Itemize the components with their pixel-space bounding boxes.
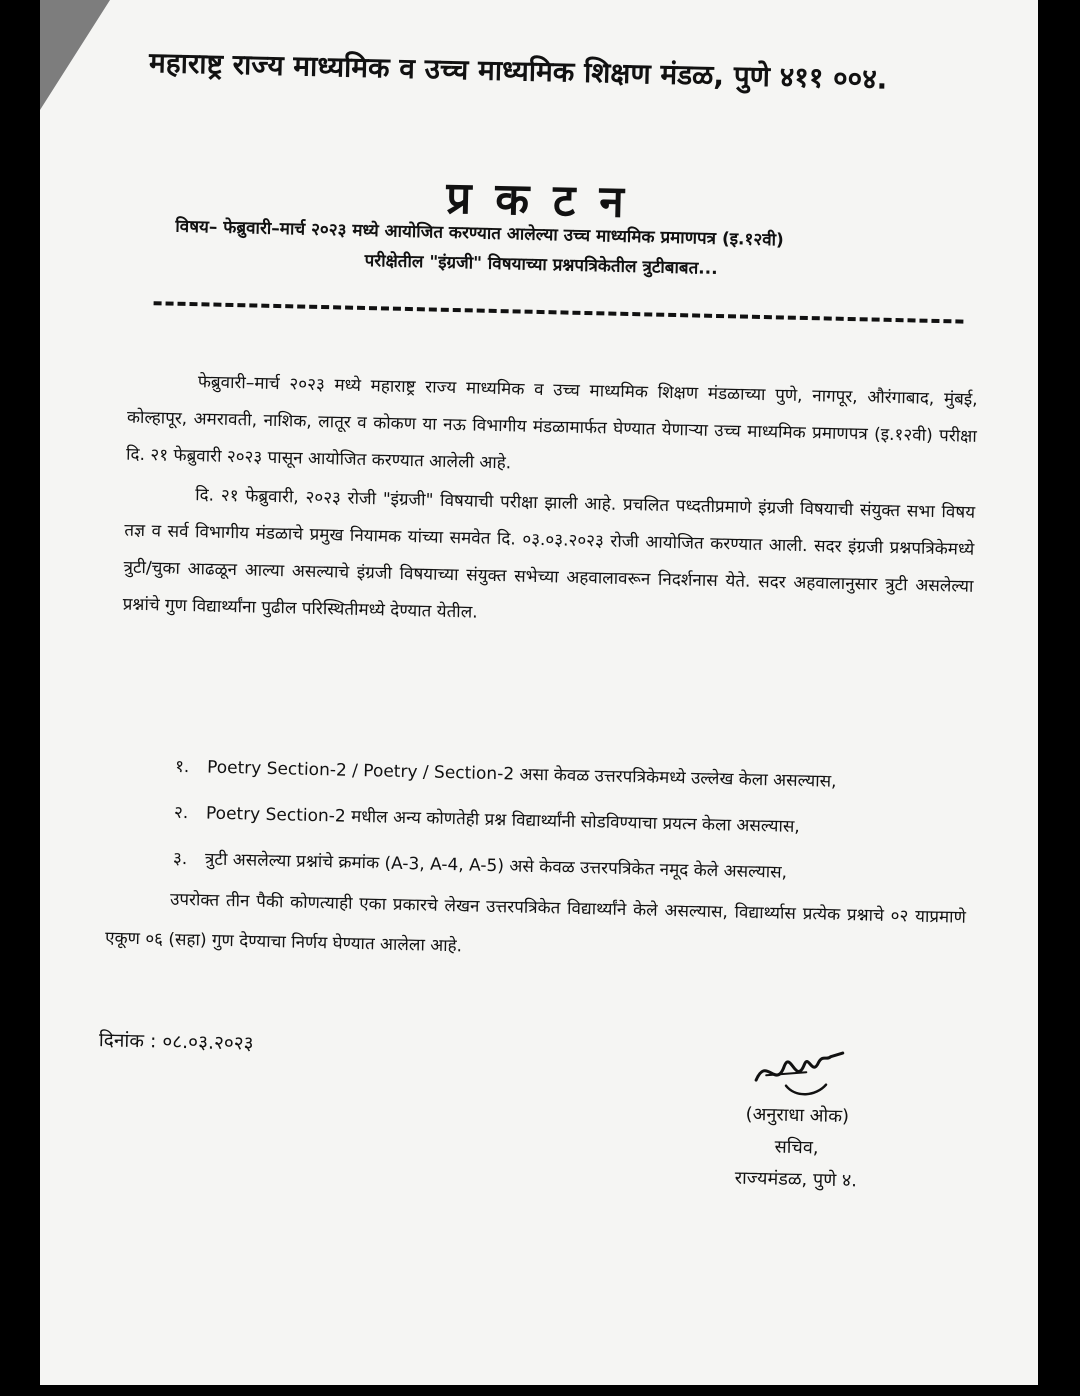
signature-mark: [746, 1035, 848, 1107]
condition-number: १.: [174, 756, 190, 778]
signatory-designation: सचिव,: [774, 1136, 819, 1159]
condition-number: ३.: [172, 848, 188, 870]
body-paragraph-2: दि. २१ फेब्रुवारी, २०२३ रोजी "इंग्रजी" विषयाची परीक्षा झाली आहे. प्रचलित पध्दतीप्रमाणे इंग्रजी विषयाची संयुक्त सभा विषय तज्ञ व सर्व विभागीय मंडळाचे प्रमुख नियामक यांच्या समवेत दि. ०३.०३.२०२३ रोजी आयोजित करण्यात आली. सदर इंग्रजी प्रश्नपत्रिकेमध्ये त्रुटी/चुका आढळून आल्या असल्याचे इंग्रजी विषयाच्या संयुक्त सभेच्या अहवालावरून निदर्शनास येते. सदर अहवालानुसार त्रुटी असलेल्या प्रश्नांचे गुण विद्यार्थ्यांना पुढील परिस्थितीमध्ये देण्यात येतील.: [122, 485, 976, 623]
condition-number: २.: [173, 802, 189, 824]
signatory-block: [716, 1098, 878, 1198]
body-paragraph-1: फेब्रुवारी–मार्च २०२३ मध्ये महाराष्ट्र राज्य माध्यमिक व उच्च माध्यमिक शिक्षण मंडळाच्या पुणे, नागपूर, औरंगाबाद, मुंबई, कोल्हापूर, अमरावती, नाशिक, लातूर व कोकण या नऊ विभागीय मंडळामार्फत घेण्यात येणाऱ्या उच्च माध्यमिक प्रमाणपत्र (इ.१२वी) परीक्षा दि. २१ फेब्रुवारी २०२३ पासून आयोजित करण्यात आलेली आहे.: [125, 372, 978, 474]
decision-paragraph: उपरोक्त तीन पैकी कोणत्याही एका प्रकारचे लेखन उत्तरपत्रिकेत विद्यार्थ्यांने केले असल्यास, विद्यार्थ्यास प्रत्येक प्रश्नाचे ०२ याप्रमाणे एकूण ०६ (सहा) गुण देण्याचा निर्णय घेण्यात आलेला आहे.: [104, 889, 967, 957]
condition-text: Poetry Section-2 / Poetry / Section-2 असा केवळ उत्तरपत्रिकेमध्ये उल्लेख केला असल्यास,: [206, 757, 837, 792]
condition-text: त्रुटी असलेल्या प्रश्नांचे क्रमांक (A-3, A-4, A-5) असे केवळ उत्तरपत्रिकेत नमूद केले असल्यास,: [204, 849, 788, 883]
board-header: महाराष्ट्र राज्य माध्यमिक व उच्च माध्यमिक शिक्षण मंडळ, पुणे ४११ ००४.: [148, 46, 888, 96]
notice-document: [21, 0, 1050, 1396]
subject-line-2: परीक्षेतील "इंग्रजी" विषयाच्या प्रश्नपत्रिकेतील त्रुटीबाबत...: [364, 250, 718, 279]
subject-line-1: विषय– फेब्रुवारी–मार्च २०२३ मध्ये आयोजित करण्यात आलेल्या उच्च माध्यमिक प्रमाणपत्र (इ.१२वी): [175, 216, 785, 251]
condition-text: Poetry Section-2 मधील अन्य कोणतेही प्रश्न विद्यार्थ्यांनी सोडविण्याचा प्रयत्न केला असल्यास,: [205, 803, 801, 837]
date-label: दिनांक :: [98, 1029, 157, 1053]
date-value: ०८.०३.२०२३: [162, 1030, 254, 1055]
conditions-list: [172, 744, 975, 900]
dashed-divider: [154, 301, 964, 323]
signatory-name: (अनुराधा ओक): [745, 1103, 850, 1128]
date-line: [99, 1026, 254, 1056]
notice-title: प्रकटन: [445, 172, 649, 229]
signatory-office: राज्यमंडळ, पुणे ४.: [734, 1167, 858, 1192]
notice-body: [122, 363, 978, 643]
